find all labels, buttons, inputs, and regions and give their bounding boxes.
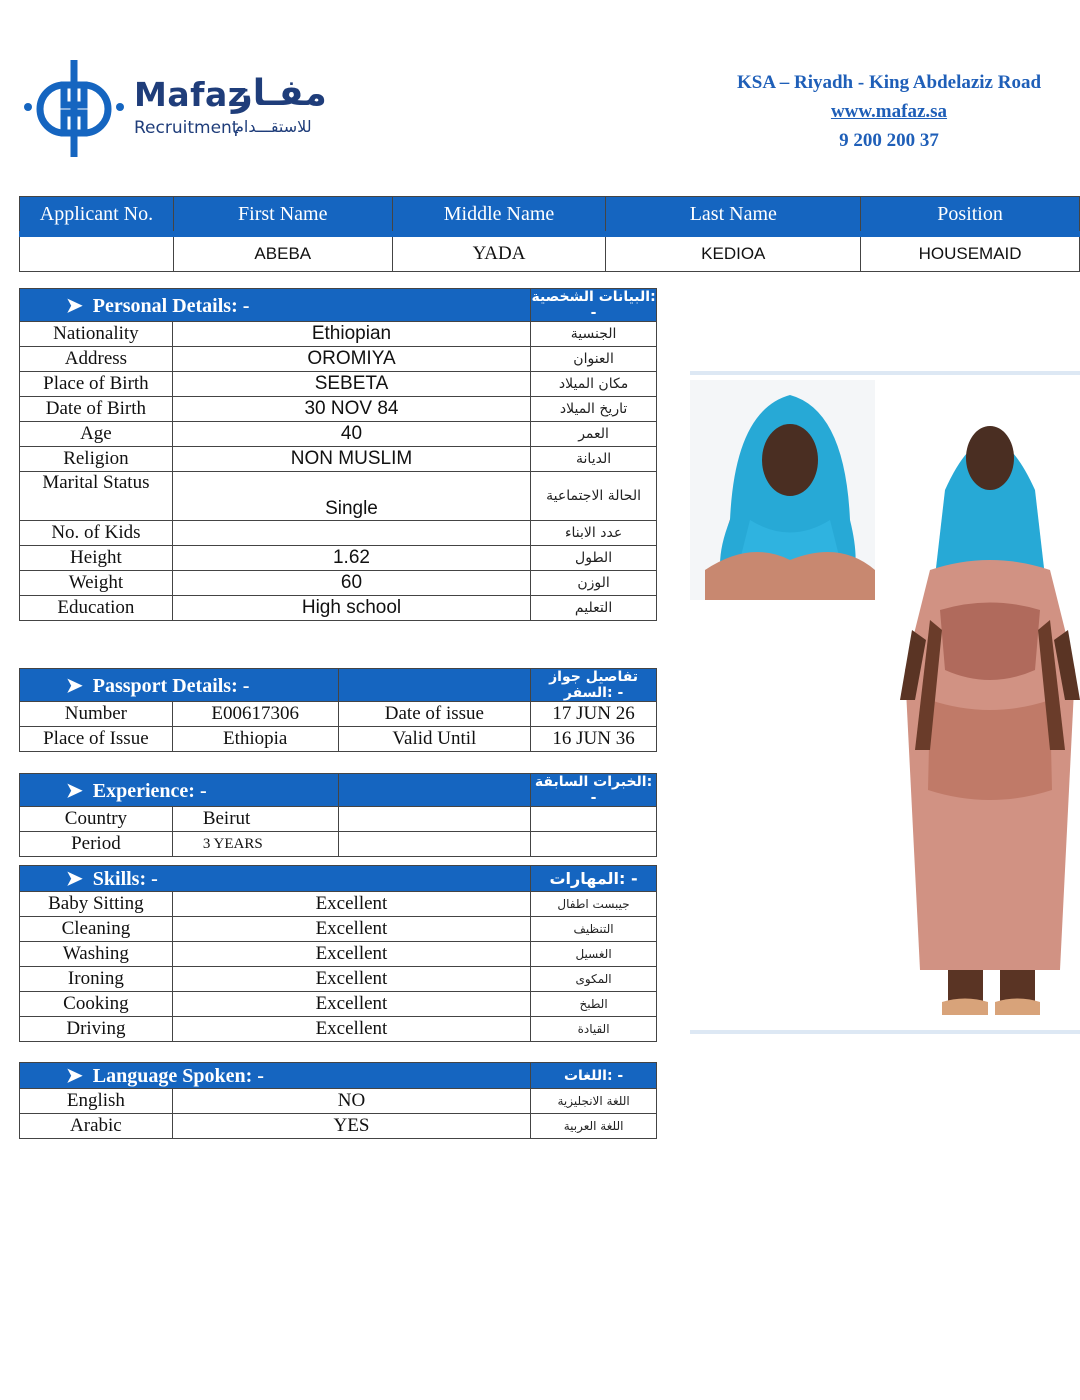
personal-label-ar: العمر	[531, 422, 657, 447]
personal-label: Education	[20, 596, 173, 621]
language-label-ar: اللغة الانجليزية	[531, 1089, 657, 1114]
place-of-issue-value: Ethiopia	[172, 727, 338, 752]
experience-empty-cell	[338, 807, 531, 832]
personal-value: 60	[172, 571, 530, 596]
applicant-table	[19, 196, 1080, 272]
personal-value: SEBETA	[172, 372, 530, 397]
passport-details-title-ar: تفاصيل جواز السفر: -	[531, 669, 657, 702]
valid-until-label: Valid Until	[338, 727, 531, 752]
applicant-no-value	[20, 234, 174, 272]
skills-title-ar: المهارات: -	[531, 866, 657, 892]
personal-label: Date of Birth	[20, 397, 173, 422]
experience-title-spacer	[338, 774, 531, 807]
phone-number: 9 200 200 37	[839, 130, 939, 151]
skill-row	[20, 917, 657, 942]
personal-row	[20, 596, 657, 621]
personal-row	[20, 397, 657, 422]
brand-name-ar: مفـاز	[232, 73, 327, 114]
personal-label: Age	[20, 422, 173, 447]
applicant-photos	[690, 370, 1080, 1035]
language-value: YES	[172, 1114, 530, 1139]
personal-details-title: ➤ Personal Details: -	[20, 289, 531, 322]
header-first-name: First Name	[173, 197, 392, 235]
experience-period-label: Period	[20, 832, 173, 857]
company-logo	[22, 55, 342, 160]
personal-label-ar: العنوان	[531, 347, 657, 372]
mafaz-logo-icon	[22, 55, 132, 160]
date-of-issue-label: Date of issue	[338, 702, 531, 727]
personal-label: Address	[20, 347, 173, 372]
language-row	[20, 1114, 657, 1139]
personal-label-ar: الديانة	[531, 447, 657, 472]
experience-table	[19, 773, 657, 857]
portrait-photo	[690, 380, 875, 600]
personal-label: Height	[20, 546, 173, 571]
personal-row	[20, 546, 657, 571]
website-link[interactable]: www.mafaz.sa	[830, 101, 948, 122]
personal-label: Marital Status	[20, 472, 173, 521]
languages-title-ar: اللغات: -	[531, 1063, 657, 1089]
date-of-issue-value: 17 JUN 26	[531, 702, 657, 727]
personal-row	[20, 447, 657, 472]
skill-label: Cleaning	[20, 917, 173, 942]
personal-label-ar: تاريخ الميلاد	[531, 397, 657, 422]
passport-number-label: Number	[20, 702, 173, 727]
personal-value: High school	[172, 596, 530, 621]
header-position: Position	[861, 197, 1080, 235]
personal-label: Weight	[20, 571, 173, 596]
personal-value: Single	[172, 472, 530, 521]
experience-title-ar: الخبرات السابقة: -	[531, 774, 657, 807]
header-applicant-no: Applicant No.	[20, 197, 174, 235]
skill-label: Cooking	[20, 992, 173, 1017]
passport-number-value: E00617306	[172, 702, 338, 727]
skill-label-ar: الغسيل	[531, 942, 657, 967]
skills-table	[19, 865, 657, 1042]
passport-title-spacer	[338, 669, 531, 702]
personal-label-ar: الوزن	[531, 571, 657, 596]
experience-country-value: Beirut	[172, 807, 338, 832]
personal-label: No. of Kids	[20, 521, 173, 546]
personal-value: 1.62	[172, 546, 530, 571]
company-address: KSA – Riyadh - King Abdelaziz Road	[736, 72, 1042, 93]
language-label: Arabic	[20, 1114, 173, 1139]
skill-row	[20, 892, 657, 917]
place-of-issue-label: Place of Issue	[20, 727, 173, 752]
position-value: HOUSEMAID	[861, 234, 1080, 272]
personal-details-table	[19, 288, 657, 621]
personal-label: Nationality	[20, 322, 173, 347]
personal-value: 40	[172, 422, 530, 447]
skill-value: Excellent	[172, 992, 530, 1017]
experience-empty-cell	[531, 832, 657, 857]
brand-name-en: Mafaz	[134, 75, 248, 114]
valid-until-value: 16 JUN 36	[531, 727, 657, 752]
experience-period-value: 3 YEARS	[172, 832, 338, 857]
contact-info	[724, 68, 1054, 155]
personal-label-ar: الحالة الاجتماعية	[531, 472, 657, 521]
experience-country-label: Country	[20, 807, 173, 832]
personal-label: Place of Birth	[20, 372, 173, 397]
personal-details-title-ar: البيانات الشخصية: -	[531, 289, 656, 321]
personal-row	[20, 571, 657, 596]
personal-row	[20, 372, 657, 397]
skill-value: Excellent	[172, 1017, 530, 1042]
language-value: NO	[172, 1089, 530, 1114]
first-name-value: ABEBA	[173, 234, 392, 272]
personal-label-ar: الجنسية	[531, 322, 657, 347]
personal-row	[20, 347, 657, 372]
personal-value: Ethiopian	[172, 322, 530, 347]
skill-label: Ironing	[20, 967, 173, 992]
experience-empty-cell	[338, 832, 531, 857]
languages-table	[19, 1062, 657, 1139]
personal-row	[20, 472, 657, 521]
skill-label: Driving	[20, 1017, 173, 1042]
skill-row	[20, 992, 657, 1017]
skill-label: Baby Sitting	[20, 892, 173, 917]
experience-title: ➤ Experience: -	[20, 774, 339, 807]
personal-value: OROMIYA	[172, 347, 530, 372]
skill-value: Excellent	[172, 917, 530, 942]
personal-label: Religion	[20, 447, 173, 472]
skill-value: Excellent	[172, 967, 530, 992]
skill-label: Washing	[20, 942, 173, 967]
personal-value: 30 NOV 84	[172, 397, 530, 422]
personal-label-ar: التعليم	[531, 596, 657, 621]
personal-label-ar: الطول	[531, 546, 657, 571]
skill-row	[20, 942, 657, 967]
header-middle-name: Middle Name	[392, 197, 606, 235]
skill-row	[20, 1017, 657, 1042]
middle-name-value: YADA	[392, 234, 606, 272]
skill-label-ar: الطبخ	[531, 992, 657, 1017]
applicant-photo-image	[690, 370, 1080, 1035]
last-name-value: KEDIOA	[606, 234, 861, 272]
skill-label-ar: القيادة	[531, 1017, 657, 1042]
language-row	[20, 1089, 657, 1114]
brand-subtitle-ar: للاستقـــدام	[234, 117, 312, 136]
experience-empty-cell	[531, 807, 657, 832]
skill-label-ar: التنظيف	[531, 917, 657, 942]
skill-label-ar: جيبست اطفال	[531, 892, 657, 917]
personal-label-ar: عدد الابناء	[531, 521, 657, 546]
brand-subtitle-en: Recruitment	[134, 118, 239, 138]
personal-value	[172, 521, 530, 546]
skill-value: Excellent	[172, 892, 530, 917]
language-label-ar: اللغة العربية	[531, 1114, 657, 1139]
personal-row	[20, 422, 657, 447]
language-label: English	[20, 1089, 173, 1114]
languages-title: ➤ Language Spoken: -	[20, 1063, 531, 1089]
personal-label-ar: مكان الميلاد	[531, 372, 657, 397]
personal-value: NON MUSLIM	[172, 447, 530, 472]
header-last-name: Last Name	[606, 197, 861, 235]
passport-details-table	[19, 668, 657, 752]
personal-row	[20, 322, 657, 347]
skill-row	[20, 967, 657, 992]
skills-title: ➤ Skills: -	[20, 866, 531, 892]
passport-details-title: ➤ Passport Details: -	[20, 669, 339, 702]
skill-value: Excellent	[172, 942, 530, 967]
skill-label-ar: المكوى	[531, 967, 657, 992]
personal-row	[20, 521, 657, 546]
